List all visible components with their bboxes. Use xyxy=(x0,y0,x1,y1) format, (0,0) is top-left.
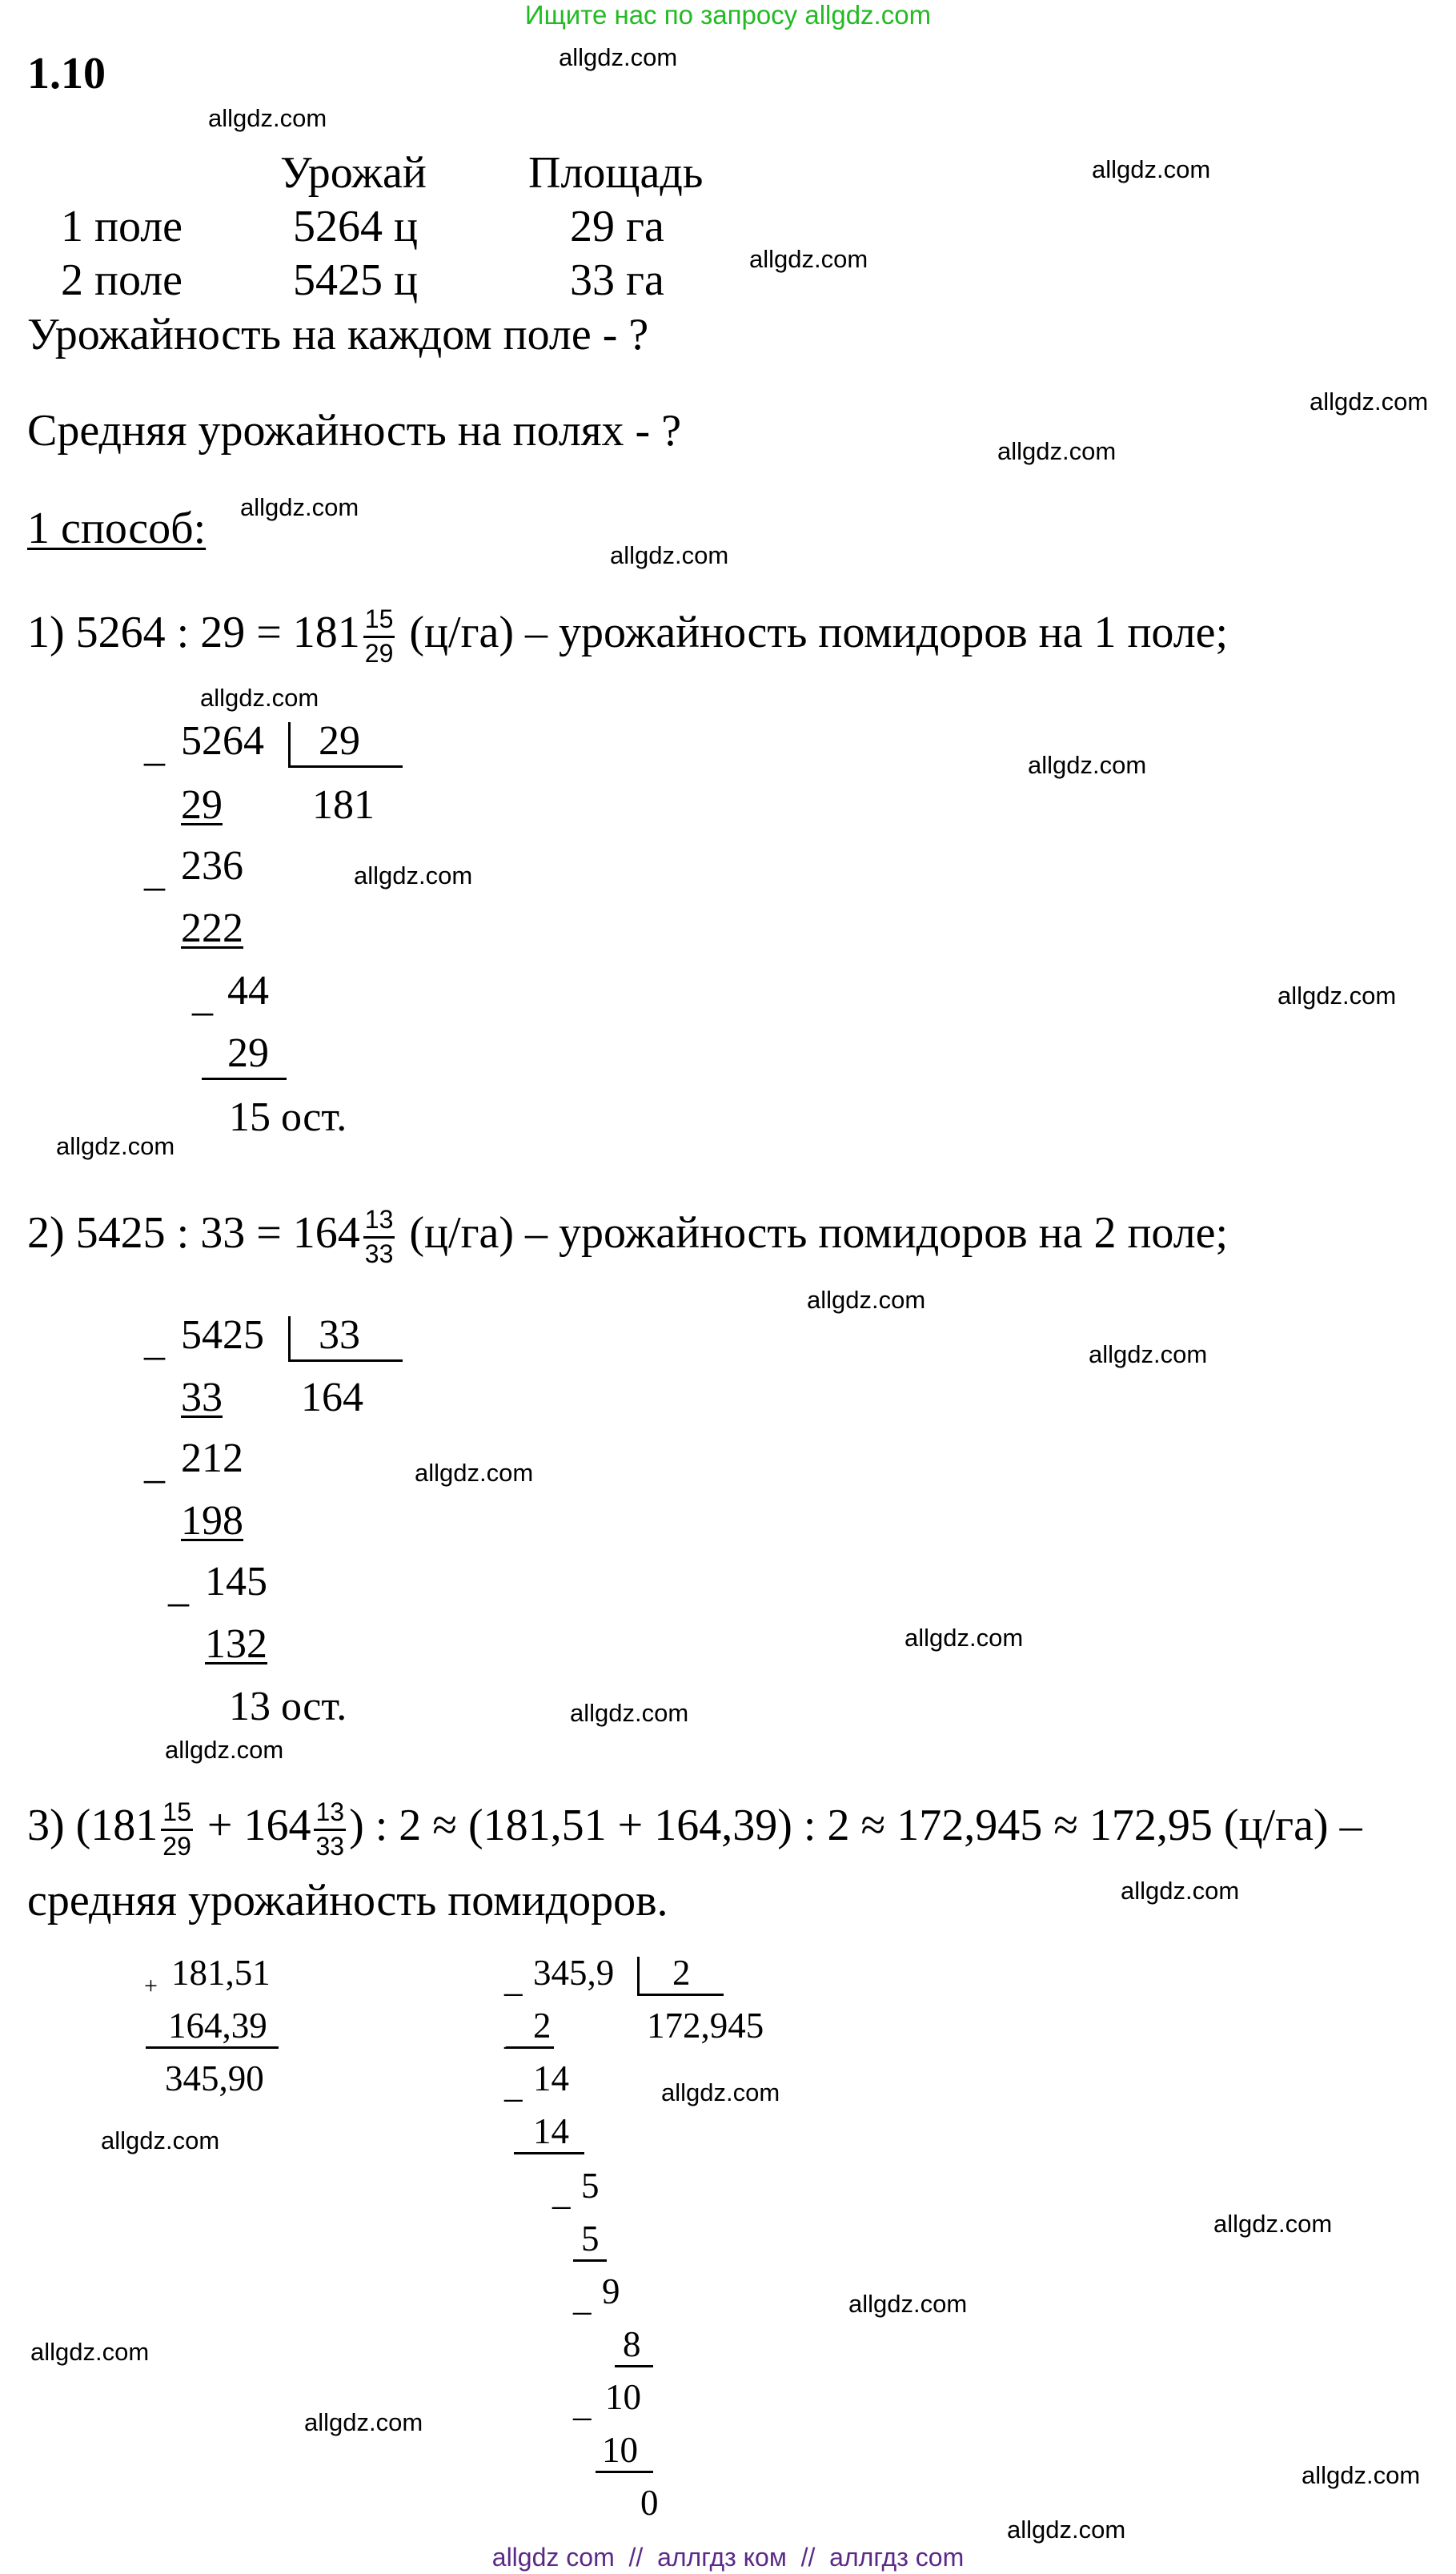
watermark: allgdz.com xyxy=(570,1699,689,1727)
table-row2-area: 33 га xyxy=(570,255,664,305)
div2-minus3: _ xyxy=(168,1565,189,1611)
step1-line xyxy=(27,592,1228,673)
div2-rem2: 145 xyxy=(205,1559,267,1604)
div2-rem1: 212 xyxy=(181,1436,243,1481)
watermark: allgdz.com xyxy=(1092,155,1211,183)
watermark: allgdz.com xyxy=(997,437,1117,465)
watermark: allgdz.com xyxy=(807,1286,926,1314)
step3-fraction-1: $\frac{15}{29}$ xyxy=(162,1797,191,1861)
table-row2-crop: 5425 ц xyxy=(293,255,418,305)
step3-text-b: + 164 xyxy=(195,1801,311,1850)
watermark: allgdz.com xyxy=(1310,388,1429,416)
table-row2-label: 2 поле xyxy=(61,255,183,305)
watermark: allgdz.com xyxy=(1121,1877,1240,1905)
div1-dividend: 5264 xyxy=(181,718,264,764)
div1-sub2: 222 xyxy=(181,906,243,951)
watermark: allgdz.com xyxy=(610,541,729,569)
watermark: allgdz.com xyxy=(56,1132,175,1160)
watermark: allgdz.com xyxy=(904,1624,1024,1652)
div3-rem3: 9 xyxy=(602,2271,620,2311)
question-1: Урожайность на каждом поле - ? xyxy=(27,310,649,359)
watermark: allgdz.com xyxy=(165,1736,284,1764)
div1-remainder: 15 ост. xyxy=(229,1094,347,1140)
watermark: allgdz.com xyxy=(240,493,359,521)
watermark: allgdz.com xyxy=(661,2078,780,2106)
add-term-2: 164,39 xyxy=(168,2006,267,2046)
watermark: allgdz.com xyxy=(304,2408,423,2436)
watermark: allgdz.com xyxy=(415,1459,534,1487)
add-sum: 345,90 xyxy=(165,2058,264,2098)
add-plus: + xyxy=(144,1973,158,1999)
div2-remainder: 13 ост. xyxy=(229,1684,347,1729)
watermark: allgdz.com xyxy=(200,684,319,712)
method-label: 1 способ: xyxy=(27,504,207,553)
div3-minus: _ xyxy=(504,1959,523,1999)
step1-text-b: (ц/га) – урожайность помидоров на 1 поле; xyxy=(398,608,1229,657)
step3-line2: средняя урожайность помидоров. xyxy=(27,1876,668,1925)
div1-quotient: 181 xyxy=(312,782,375,828)
step2-text-b: (ц/га) – урожайность помидоров на 2 поле; xyxy=(398,1208,1229,1258)
table-header-crop: Урожай xyxy=(280,148,427,198)
step1-text-a: 1) 5264 : 29 = 181 xyxy=(27,608,360,657)
table-row1-crop: 5264 ц xyxy=(293,202,418,251)
watermark: allgdz.com xyxy=(848,2290,968,2318)
problem-number: 1.10 xyxy=(27,49,106,98)
div3-remainder: 0 xyxy=(640,2483,659,2523)
div1-sub3: 29 xyxy=(227,1030,269,1076)
watermark: allgdz.com xyxy=(1278,982,1397,1010)
watermark: allgdz.com xyxy=(1213,2210,1333,2238)
div2-sub2: 198 xyxy=(181,1498,243,1544)
div1-minus: _ xyxy=(144,725,165,770)
div3-sub5: 10 xyxy=(602,2430,638,2470)
div3-sub2: 14 xyxy=(533,2111,569,2151)
div3-sub3: 5 xyxy=(581,2219,600,2259)
step3-text-a: 3) (181 xyxy=(27,1801,158,1850)
div2-minus2: _ xyxy=(144,1442,165,1488)
step3-text-c: ) : 2 ≈ (181,51 + 164,39) : 2 ≈ 172,945 ≈ 172,95 (ц/га) – xyxy=(349,1801,1362,1850)
question-2: Средняя урожайность на полях - ? xyxy=(27,406,682,456)
div3-rem2: 5 xyxy=(581,2166,600,2206)
step1-fraction: $\frac{15}{29}$ xyxy=(364,604,394,668)
div3-minus-5: _ xyxy=(573,2383,592,2423)
div1-rem1: 236 xyxy=(181,843,243,889)
div2-sub3: 132 xyxy=(205,1621,267,1667)
div2-quotient: 164 xyxy=(301,1375,363,1420)
watermark: allgdz.com xyxy=(749,245,868,273)
watermark: allgdz.com xyxy=(1089,1340,1208,1368)
table-header-area: Площадь xyxy=(528,148,704,198)
div3-divisor: 2 xyxy=(672,1953,691,1993)
div3-minus-1: _ xyxy=(504,2012,523,2052)
step2-text-a: 2) 5425 : 33 = 164 xyxy=(27,1208,360,1258)
div1-divisor: 29 xyxy=(319,718,360,764)
div3-sub4: 8 xyxy=(623,2324,641,2364)
watermark: allgdz.com xyxy=(101,2126,220,2154)
watermark: allgdz.com xyxy=(30,2338,150,2366)
step3-line xyxy=(27,1785,1362,1865)
watermark: allgdz.com xyxy=(559,43,678,71)
table-row1-label: 1 поле xyxy=(61,202,183,251)
watermark: allgdz.com xyxy=(1302,2461,1421,2489)
div1-minus2: _ xyxy=(144,849,165,895)
div3-rem4: 10 xyxy=(605,2377,641,2417)
step3-fraction-2: $\frac{13}{33}$ xyxy=(315,1797,345,1861)
div3-minus-4: _ xyxy=(573,2278,592,2318)
div3-dividend: 345,9 xyxy=(533,1953,615,1993)
div2-divisor: 33 xyxy=(319,1312,360,1358)
div2-minus: _ xyxy=(144,1319,165,1364)
watermark: allgdz.com xyxy=(208,104,327,132)
add-term-1: 181,51 xyxy=(171,1953,271,1993)
watermark: allgdz.com xyxy=(354,861,473,889)
div3-quotient: 172,945 xyxy=(647,2006,764,2046)
div1-minus3: _ xyxy=(192,974,213,1020)
footer-links[interactable]: allgdz com // аллгдз ком // аллгдз com xyxy=(491,2543,965,2572)
div3-sub1: 2 xyxy=(533,2006,552,2046)
header-banner[interactable]: Ищите нас по запросу allgdz.com xyxy=(524,0,932,30)
table-row1-area: 29 га xyxy=(570,202,664,251)
div2-sub1: 33 xyxy=(181,1375,223,1420)
div3-minus-3: _ xyxy=(552,2172,571,2212)
div3-minus-2: _ xyxy=(504,2065,523,2105)
div1-sub1: 29 xyxy=(181,782,223,828)
div1-rem2: 44 xyxy=(227,968,269,1014)
step2-fraction: $\frac{13}{33}$ xyxy=(364,1205,394,1268)
watermark: allgdz.com xyxy=(1028,751,1147,779)
div2-dividend: 5425 xyxy=(181,1312,264,1358)
watermark: allgdz.com xyxy=(1007,2516,1126,2544)
step2-line xyxy=(27,1193,1228,1273)
div3-rem1: 14 xyxy=(533,2058,569,2098)
